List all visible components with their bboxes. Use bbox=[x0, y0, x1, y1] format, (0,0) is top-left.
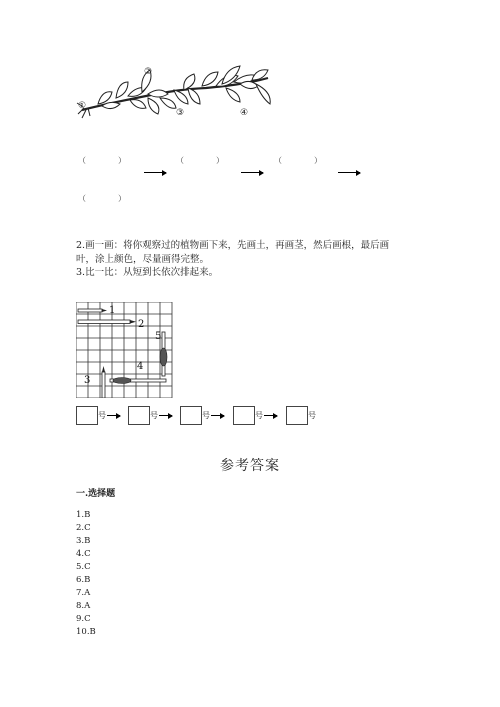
answer-item: 4.C bbox=[76, 549, 91, 559]
answer-key-title: 参考答案 bbox=[220, 458, 280, 474]
grid-number-2: 2 bbox=[138, 319, 145, 330]
sequence-arrow-1 bbox=[144, 172, 166, 173]
answer-item: 8.A bbox=[76, 601, 91, 611]
answer-item: 7.A bbox=[76, 588, 91, 598]
sequence-arrow-2 bbox=[241, 172, 263, 173]
plant-label-3: ③ bbox=[176, 108, 185, 118]
order-suffix-1: 号 bbox=[98, 411, 106, 420]
order-suffix-3: 号 bbox=[202, 411, 210, 420]
plant-label-1: ① bbox=[78, 101, 87, 111]
order-arrow-3 bbox=[211, 415, 224, 416]
order-arrow-1 bbox=[107, 415, 120, 416]
sequence-arrow-3 bbox=[338, 172, 360, 173]
grid-number-3: 3 bbox=[84, 375, 91, 386]
order-box-2[interactable] bbox=[128, 406, 150, 425]
sequence-blank-2: （ ） bbox=[176, 156, 224, 165]
answer-section-heading: 一.选择题 bbox=[76, 489, 116, 499]
order-box-5[interactable] bbox=[286, 406, 308, 425]
answer-list bbox=[76, 509, 96, 639]
grid-number-4: 4 bbox=[137, 361, 144, 372]
item-2-pencil bbox=[78, 320, 136, 324]
grid-number-5: 5 bbox=[155, 331, 162, 342]
order-box-1[interactable] bbox=[76, 406, 98, 425]
order-box-3[interactable] bbox=[180, 406, 202, 425]
question-3-line-1: 3.比一比：从短到长依次排起来。 bbox=[76, 267, 219, 278]
answer-item: 1.B bbox=[76, 510, 91, 520]
answer-item: 9.C bbox=[76, 614, 91, 624]
order-suffix-2: 号 bbox=[150, 411, 158, 420]
order-suffix-5: 号 bbox=[308, 411, 316, 420]
sequence-blank-1: （ ） bbox=[78, 156, 126, 165]
answer-item: 3.B bbox=[76, 536, 91, 546]
order-arrow-4 bbox=[264, 415, 277, 416]
order-suffix-4: 号 bbox=[255, 411, 263, 420]
plant-vine-illustration bbox=[76, 64, 272, 124]
question-2-line-2: 叶，涂上颜色，尽量画得完整。 bbox=[76, 254, 210, 265]
order-arrow-2 bbox=[159, 415, 172, 416]
sequence-blank-4: （ ） bbox=[78, 194, 126, 203]
item-4-brush bbox=[110, 378, 166, 384]
grid-number-1: 1 bbox=[109, 305, 116, 316]
item-3-pencil bbox=[102, 366, 105, 398]
answer-item: 6.B bbox=[76, 575, 91, 585]
question-2-line-1: 2.画一画：将你观察过的植物画下来，先画土，再画茎，然后画根，最后画 bbox=[76, 240, 390, 251]
answer-item: 2.C bbox=[76, 523, 91, 533]
sequence-blank-3: （ ） bbox=[274, 156, 322, 165]
length-comparison-grid bbox=[76, 302, 176, 398]
order-box-4[interactable] bbox=[233, 406, 255, 425]
answer-item: 10.B bbox=[76, 627, 96, 637]
item-1-pencil bbox=[78, 309, 107, 312]
plant-label-4: ④ bbox=[240, 108, 249, 118]
plant-label-2: ② bbox=[144, 67, 153, 77]
answer-item: 5.C bbox=[76, 562, 91, 572]
